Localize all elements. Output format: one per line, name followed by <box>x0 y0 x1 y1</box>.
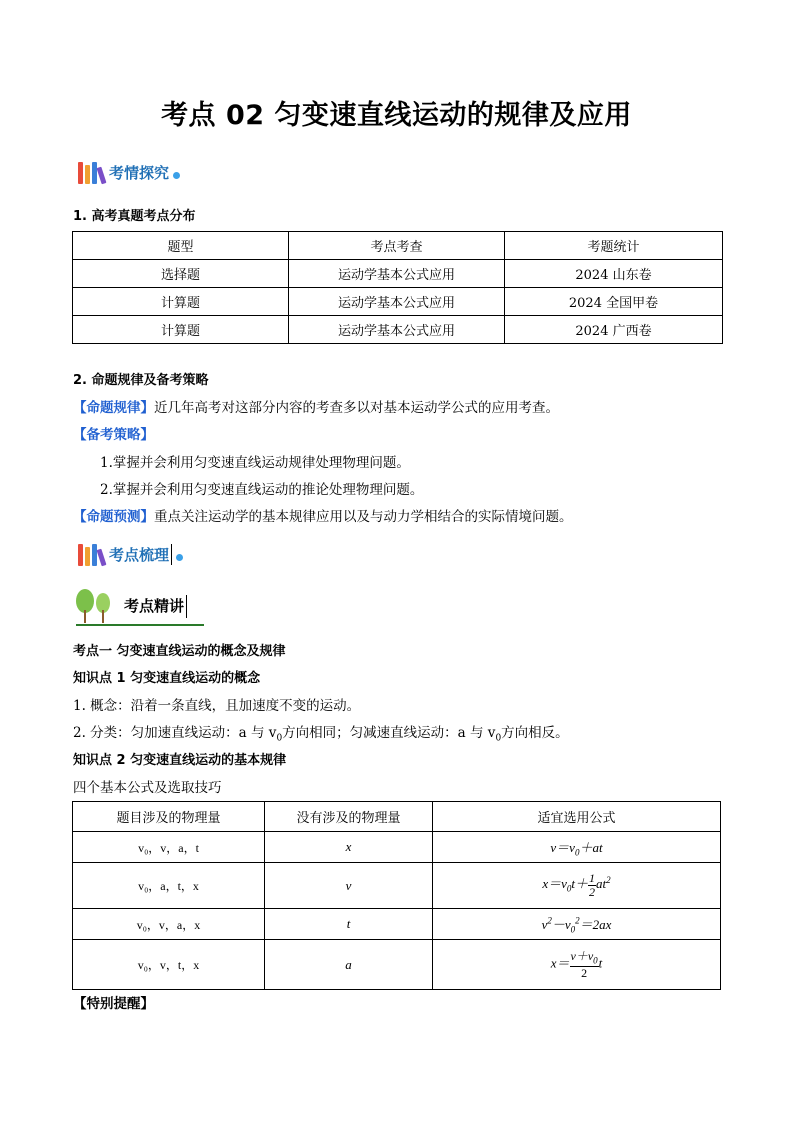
rule-paragraph <box>73 396 559 416</box>
k1-line2 <box>73 721 569 744</box>
predict-text: 重点关注运动学的基本规律应用以及与动力学相结合的实际情境问题。 <box>154 509 573 525</box>
given-quantities: v₀，v，a，t <box>73 832 265 863</box>
table-cell: 2024 山东卷 <box>505 260 723 288</box>
page-title: 考点 02 匀变速直线运动的规律及应用 <box>161 100 632 131</box>
table-cell: 运动学基本公式应用 <box>289 260 505 288</box>
section-header-detail <box>74 588 187 624</box>
books-icon <box>78 542 104 566</box>
table-header-cell: 考点考查 <box>289 232 505 260</box>
table-header-row <box>73 802 721 832</box>
s1-heading: 1. 高考真题考点分布 <box>73 209 196 224</box>
k1-heading: 知识点 1 匀变速直线运动的概念 <box>73 671 261 686</box>
s2-heading: 2. 命题规律及备考策略 <box>73 373 209 388</box>
section-header-review <box>78 542 183 566</box>
table-header-cell: 没有涉及的物理量 <box>265 802 433 832</box>
k1-line2-part: 2. 分类：匀加速直线运动：a 与 v <box>73 725 277 741</box>
section-header-label: 考情探究 <box>109 163 170 182</box>
table-row <box>73 316 723 344</box>
strategy-item: 1.掌握并会利用匀变速直线运动规律处理物理问题。 <box>100 455 410 471</box>
exam-distribution-table <box>72 231 723 344</box>
rule-label: 【命题规律】 <box>73 400 154 416</box>
k1-line2-part: 方向相同；匀减速直线运动：a 与 v <box>282 725 496 741</box>
table-cell: 运动学基本公式应用 <box>289 288 505 316</box>
table-row <box>73 260 723 288</box>
header-underline <box>76 624 204 626</box>
table-cell: 计算题 <box>73 288 289 316</box>
formula-cell: $v=v_0+at$ <box>433 832 721 863</box>
formula-cell: x＝ $\frac{v+v_0}{2}$ t <box>433 940 721 990</box>
missing-quantity: v <box>265 863 433 909</box>
strategy-label-text: 【备考策略】 <box>73 427 154 443</box>
table-header-cell: 适宜选用公式 <box>433 802 721 832</box>
dot-icon <box>176 554 183 561</box>
k1-line2-part: 方向相反。 <box>501 725 569 741</box>
predict-label: 【命题预测】 <box>73 509 154 525</box>
strategy-label <box>73 423 154 443</box>
kp1-heading: 考点一 匀变速直线运动的概念及规律 <box>73 644 286 659</box>
table-cell: 计算题 <box>73 316 289 344</box>
table-cell: 运动学基本公式应用 <box>289 316 505 344</box>
table-cell: 2024 广西卷 <box>505 316 723 344</box>
table-row <box>73 832 721 863</box>
table-row <box>73 940 721 990</box>
k2-sub: 四个基本公式及选取技巧 <box>73 780 222 796</box>
given-quantities: v₀，v，t，x <box>73 940 265 990</box>
given-quantities: v₀，v，a，x <box>73 909 265 940</box>
table-row <box>73 863 721 909</box>
missing-quantity: a <box>265 940 433 990</box>
table-row <box>73 288 723 316</box>
predict-paragraph <box>73 505 573 525</box>
subscript: 0 <box>495 733 502 744</box>
note-label: 【特别提醒】 <box>73 996 154 1012</box>
missing-quantity: x <box>265 832 433 863</box>
subscript: 0 <box>276 733 283 744</box>
formula-cell: $v^2-v_0^2=2ax$ <box>433 909 721 940</box>
table-row <box>73 909 721 940</box>
section-header-exam-analysis <box>78 160 180 184</box>
formula-table <box>72 801 721 990</box>
k1-line1: 1. 概念：沿着一条直线，且加速度不变的运动。 <box>73 698 361 714</box>
rule-text: 近几年高考对这部分内容的考查多以对基本运动学公式的应用考查。 <box>154 400 559 416</box>
section-header-label: 考点梳理 <box>109 544 172 565</box>
missing-quantity: t <box>265 909 433 940</box>
books-icon <box>78 160 104 184</box>
table-header-row <box>73 232 723 260</box>
table-header-cell: 考题统计 <box>505 232 723 260</box>
table-cell: 2024 全国甲卷 <box>505 288 723 316</box>
strategy-item: 2.掌握并会利用匀变速直线运动的推论处理物理问题。 <box>100 482 424 498</box>
k2-heading: 知识点 2 匀变速直线运动的基本规律 <box>73 753 287 768</box>
table-header-cell: 题型 <box>73 232 289 260</box>
given-quantities: v₀，a，t，x <box>73 863 265 909</box>
dot-icon <box>173 172 180 179</box>
formula-cell: $x=v_0t+$ $\frac{1}{2}$ $at^2$ <box>433 863 721 909</box>
section-header-label: 考点精讲 <box>124 595 187 618</box>
table-cell: 选择题 <box>73 260 289 288</box>
table-header-cell: 题目涉及的物理量 <box>73 802 265 832</box>
trees-icon <box>74 588 114 624</box>
